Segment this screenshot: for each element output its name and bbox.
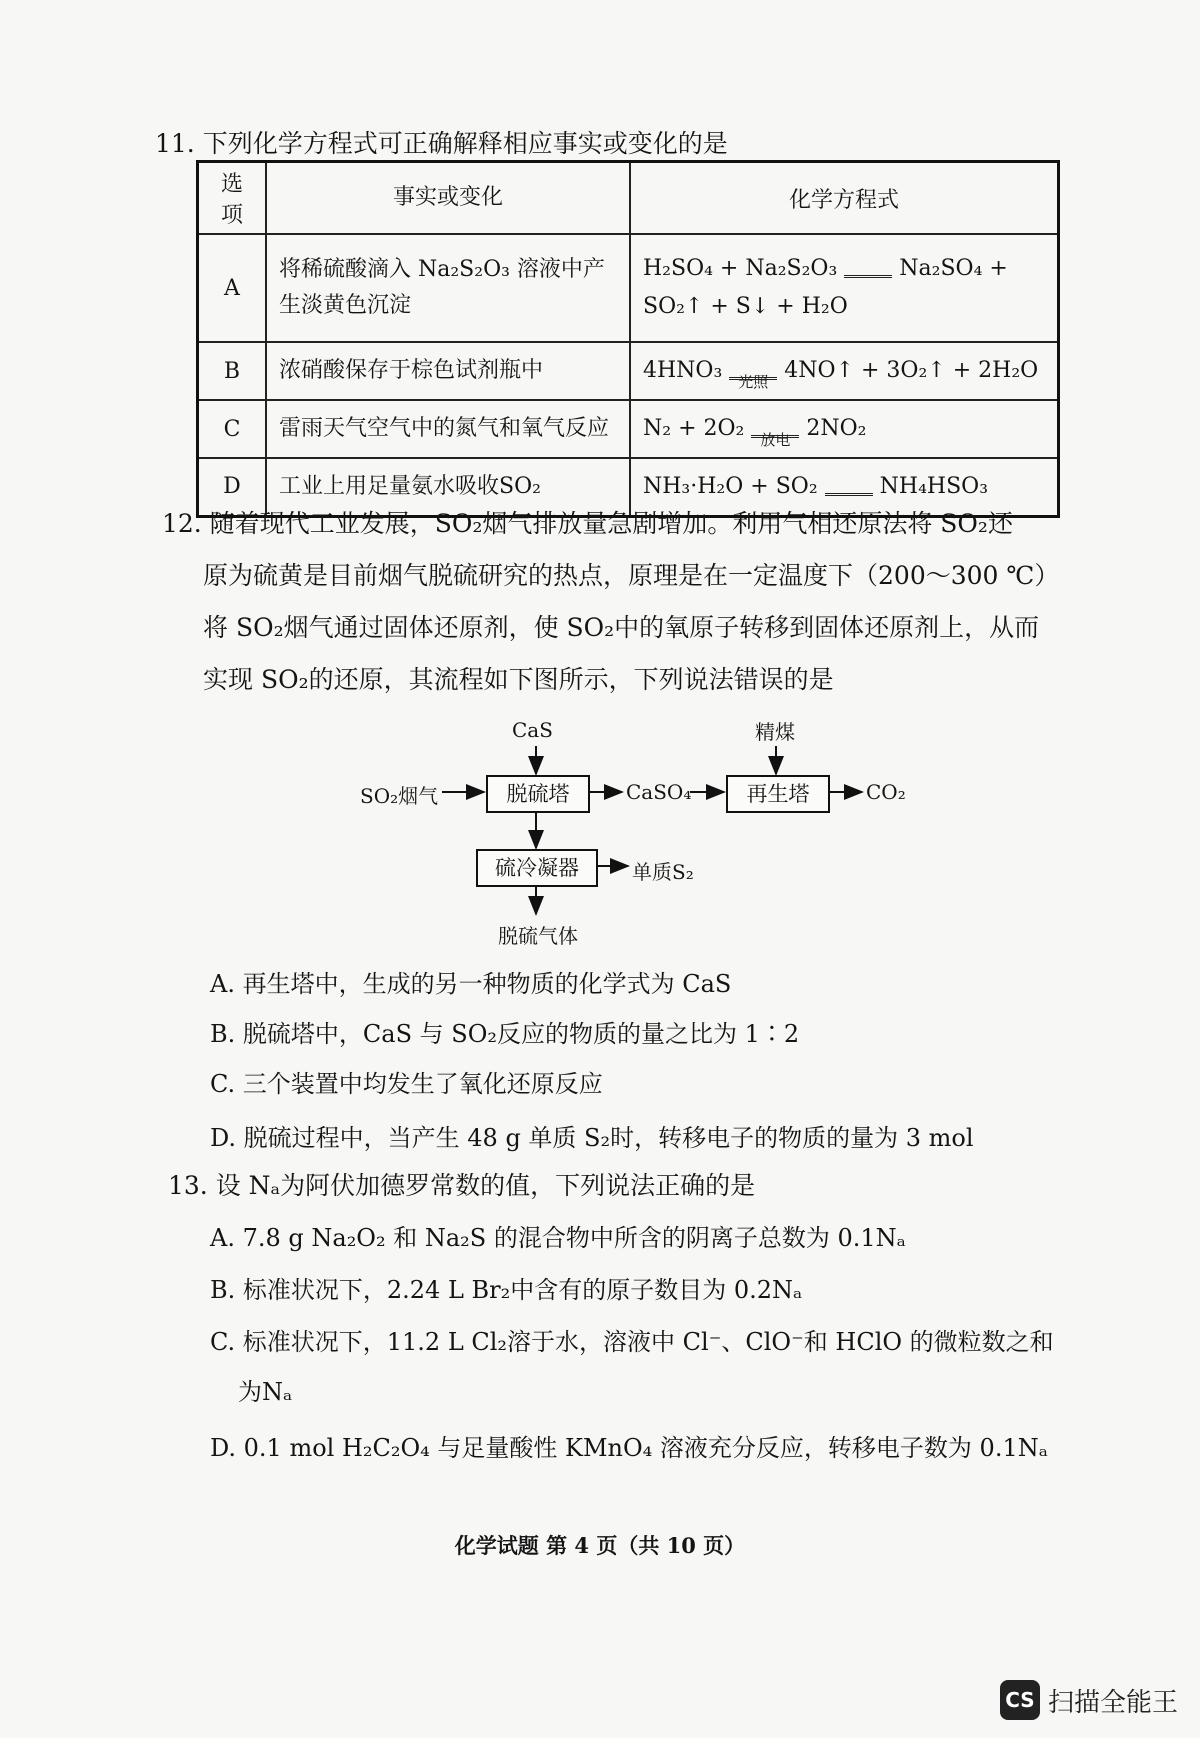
question-13-option-c: C. 标准状况下，11.2 L Cl₂溶于水，溶液中 Cl⁻、ClO⁻和 HClO 的微粒数之和 — [210, 1328, 1054, 1356]
equation-right: 2NO₂ — [806, 416, 867, 441]
question-12-option-d: D. 脱硫过程中，当产生 48 g 单质 S₂时，转移电子的物质的量为 3 mol — [210, 1124, 974, 1152]
question-12-option-c: C. 三个装置中均发生了氧化还原反应 — [210, 1070, 603, 1098]
page-footer: 化学试题 第 4 页（共 10 页） — [454, 1533, 746, 1558]
equation-left: H₂SO₄ + Na₂S₂O₃ — [643, 256, 838, 281]
question-12-line-4: 实现 SO₂的还原，其流程如下图所示，下列说法错误的是 — [203, 665, 834, 694]
equation-left: NH₃·H₂O + SO₂ — [643, 473, 818, 499]
flow-desulfurization-tower: 脱硫塔 — [486, 775, 590, 813]
scanner-watermark — [1000, 1680, 1178, 1720]
flow-feed-so2: SO₂烟气 — [360, 784, 439, 808]
header-option: 选项 — [198, 162, 267, 235]
flow-caso4: CaSO₄ — [626, 780, 692, 804]
header-equation: 化学方程式 — [630, 162, 1059, 235]
question-13-option-b: B. 标准状况下，2.24 L Br₂中含有的原子数目为 0.2Nₐ — [210, 1276, 803, 1304]
flow-elemental-sulfur: 单质S₂ — [632, 860, 694, 884]
equation-right: Na₂SO₄ + SO₂↑ + S↓ + H₂O — [643, 256, 1008, 319]
question-13-option-a: A. 7.8 g Na₂O₂ 和 Na₂S 的混合物中所含的阴离子总数为 0.1Nₐ — [210, 1224, 906, 1252]
flow-input-coal: 精煤 — [755, 720, 795, 744]
header-fact: 事实或变化 — [266, 162, 630, 235]
equation-left: N₂ + 2O₂ — [643, 416, 745, 441]
row-option: A — [198, 234, 267, 342]
camscanner-logo-icon: CS — [1000, 1680, 1040, 1720]
row-fact: 将稀硫酸滴入 Na₂S₂O₃ 溶液中产生淡黄色沉淀 — [266, 234, 630, 342]
reaction-condition: 光照 — [738, 373, 769, 391]
equation-right: NH₄HSO₃ — [879, 473, 989, 499]
question-12-option-a: A. 再生塔中，生成的另一种物质的化学式为 CaS — [210, 970, 732, 998]
equation-right: 4NO↑ + 3O₂↑ + 2H₂O — [784, 358, 1039, 383]
flow-co2: CO₂ — [866, 780, 906, 804]
question-12-line-1: 12. 随着现代工业发展，SO₂烟气排放量急剧增加。利用气相还原法将 SO₂还 — [162, 509, 1013, 538]
question-13-option-d: D. 0.1 mol H₂C₂O₄ 与足量酸性 KMnO₄ 溶液充分反应，转移电子数为 0.1Nₐ — [210, 1434, 1048, 1462]
question-11-title: 11. 下列化学方程式可正确解释相应事实或变化的是 — [155, 129, 728, 158]
question-12-line-3: 将 SO₂烟气通过固体还原剂，使 SO₂中的氧原子转移到固体还原剂上，从而 — [203, 613, 1040, 642]
question-12-line-2: 原为硫黄是目前烟气脱硫研究的热点，原理是在一定温度下（200～300 ℃） — [203, 561, 1060, 590]
equation-left: 4HNO₃ — [643, 358, 723, 383]
row-fact: 工业上用足量氨水吸收SO₂ — [266, 458, 630, 516]
row-option: B — [198, 342, 267, 400]
flow-sulfur-condenser: 硫冷凝器 — [476, 849, 598, 887]
flow-regeneration-tower: 再生塔 — [726, 775, 830, 813]
scanner-brand-name: 扫描全能王 — [1047, 1687, 1178, 1718]
question-12-option-b: B. 脱硫塔中，CaS 与 SO₂反应的物质的量之比为 1∶2 — [210, 1020, 800, 1048]
row-option: C — [198, 400, 267, 458]
row-fact: 雷雨天气空气中的氮气和氧气反应 — [266, 400, 630, 458]
reaction-condition: 放电 — [760, 431, 791, 449]
row-option: D — [198, 458, 267, 516]
flow-input-cas: CaS — [512, 718, 553, 742]
question-13-title: 13. 设 Nₐ为阿伏加德罗常数的值，下列说法正确的是 — [168, 1171, 756, 1200]
flow-desulfurized-gas: 脱硫气体 — [498, 924, 578, 948]
row-fact: 浓硝酸保存于棕色试剂瓶中 — [266, 342, 630, 400]
question-13-option-c-continued: 为Nₐ — [238, 1378, 293, 1406]
